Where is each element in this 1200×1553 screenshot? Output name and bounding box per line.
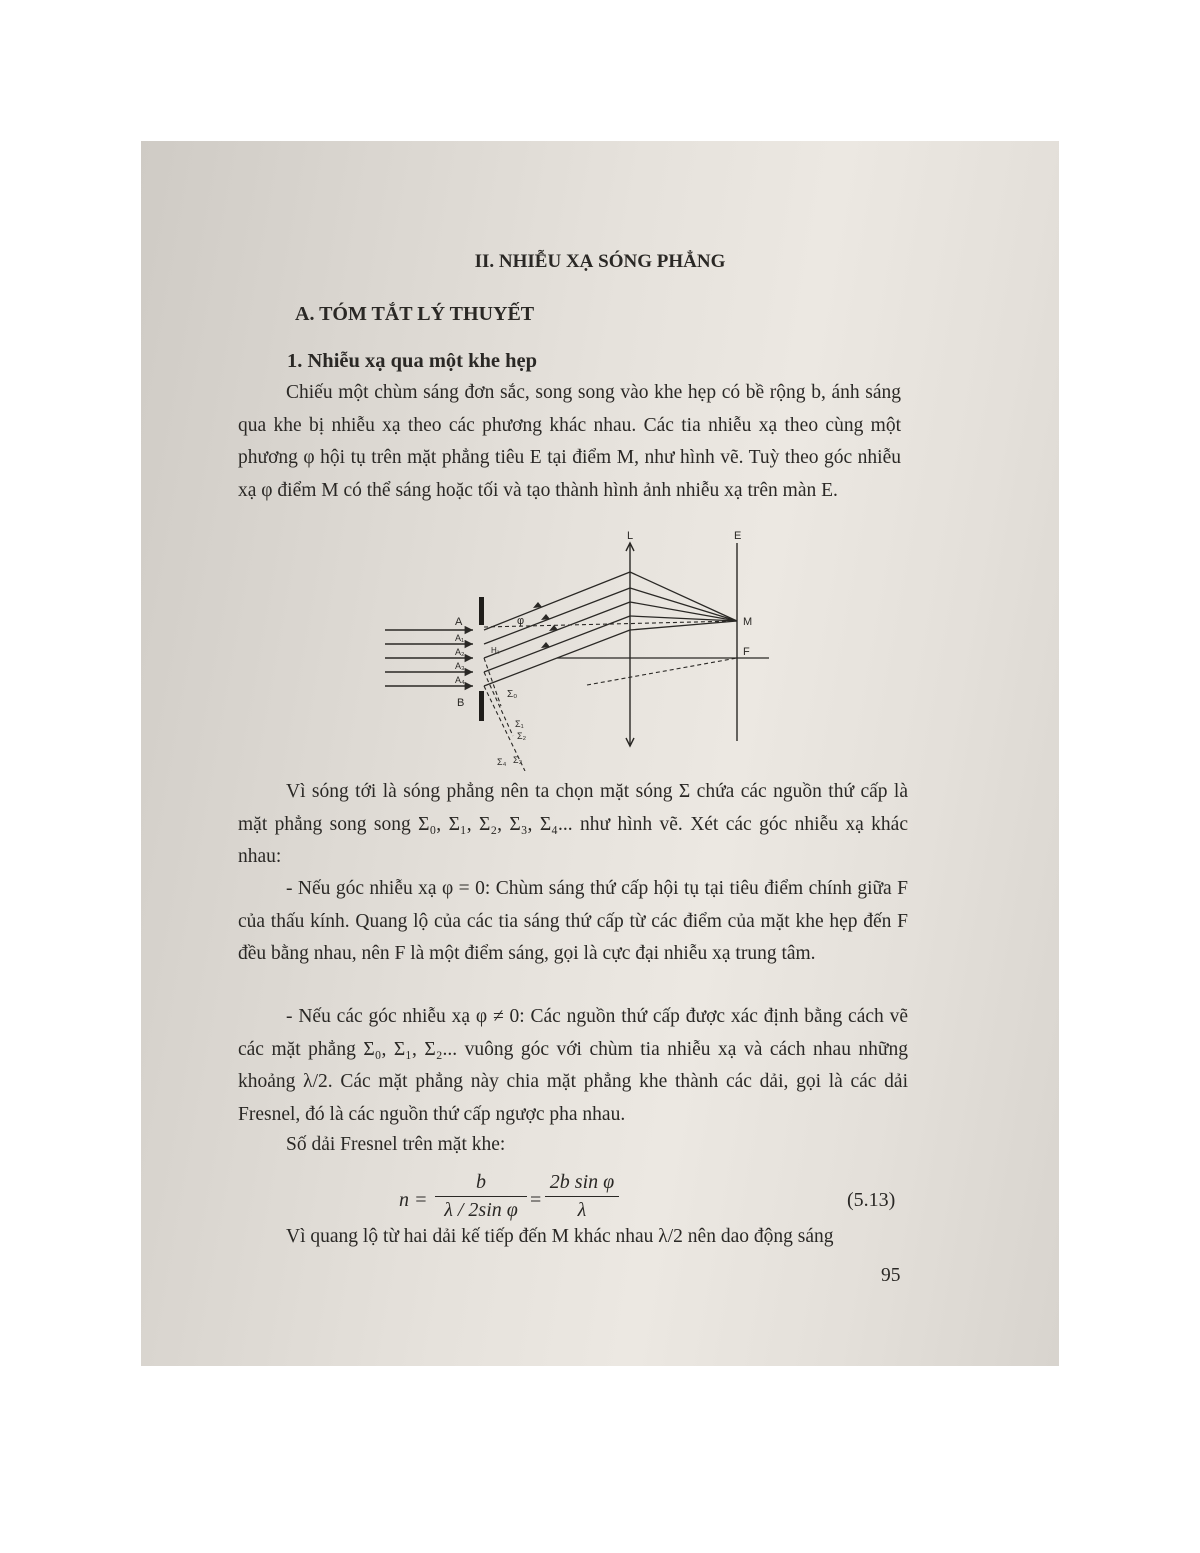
label-sigma3: Σ₃ bbox=[513, 755, 523, 765]
page-number: 95 bbox=[881, 1265, 901, 1286]
equation-number: (5.13) bbox=[847, 1189, 896, 1211]
fraction-2-denominator: λ bbox=[577, 1199, 587, 1221]
paragraph-wavefront: Vì sóng tới là sóng phẳng nên ta chọn mặt sóng Σ chứa các nguồn thứ cấp là mặt phẳng song song Σ₀, Σ₁, Σ₂, Σ₃, Σ₄... như hình vẽ. Xét các góc nhiễu xạ khác nhau: bbox=[238, 781, 908, 867]
label-screen-E: E bbox=[734, 531, 742, 542]
label-phi: φ bbox=[517, 615, 525, 627]
formula-equals: = bbox=[530, 1189, 542, 1211]
book-page bbox=[141, 141, 1059, 1366]
paragraph-continuation: Vì quang lộ từ hai dải kế tiếp đến M khác nhau λ/2 nên dao động sáng bbox=[286, 1226, 834, 1247]
label-sigma4: Σ₄ bbox=[497, 757, 507, 767]
label-H1: H₁ bbox=[491, 646, 500, 655]
slit-edge-bottom bbox=[479, 691, 484, 721]
formula-lhs: n = bbox=[399, 1189, 428, 1211]
formula-fraction-1 bbox=[435, 1171, 527, 1222]
section-title: II. NHIỄU XẠ SÓNG PHẲNG bbox=[474, 251, 726, 272]
label-A1: A₁ bbox=[455, 633, 465, 643]
fraction-1-numerator: b bbox=[435, 1171, 527, 1197]
label-focus-F: F bbox=[743, 646, 750, 658]
paragraph-intro: Chiếu một chùm sáng đơn sắc, song song vào khe hẹp có bề rộng b, ánh sáng qua khe bị nhiễu xạ theo các phương khác nhau. Các tia nhiễu xạ theo cùng một phương φ hội tụ trên mặt phẳng tiêu E tại điểm M, như hình vẽ. Tuỳ theo góc nhiễu xạ φ điểm M có thể sáng hoặc tối và tạo thành hình ảnh nhiễu xạ trên màn E. bbox=[238, 382, 901, 501]
paragraph-fresnel-count: Số dải Fresnel trên mặt khe: bbox=[286, 1134, 506, 1155]
page-photo bbox=[141, 141, 1059, 1366]
paragraph-case-nonzero: - Nếu các góc nhiễu xạ φ ≠ 0: Các nguồn thứ cấp được xác định bằng cách vẽ các mặt phẳng Σ₀, Σ₁, Σ₂... vuông góc với chùm tia nhiễu xạ và cách nhau những khoảng λ/2. Các mặt phẳng này chia mặt phẳng khe thành các dải, gọi là các dải Fresnel, đó là các nguồn thứ cấp ngược pha nhau. bbox=[238, 1006, 908, 1125]
label-sigma1: Σ₁ bbox=[515, 719, 524, 729]
formula-fraction-2 bbox=[545, 1171, 619, 1222]
heading-slit-diffraction: 1. Nhiễu xạ qua một khe hẹp bbox=[287, 350, 538, 372]
diffraction-diagram bbox=[377, 531, 797, 771]
subsection-title: A. TÓM TẮT LÝ THUYẾT bbox=[295, 303, 535, 325]
slit-edge-top bbox=[479, 597, 484, 625]
paragraph-case-zero: - Nếu góc nhiễu xạ φ = 0: Chùm sáng thứ cấp hội tụ tại tiêu điểm chính giữa F của thấu kính. Quang lộ của các tia sáng thứ cấp từ các điểm của mặt khe hẹp đến F đều bằng nhau, nên F là một điểm sáng, gọi là cực đại nhiễu xạ trung tâm. bbox=[238, 878, 908, 964]
label-lens-L: L bbox=[627, 531, 634, 542]
label-A2: A₂ bbox=[455, 647, 465, 657]
label-sigma0: Σ₀ bbox=[507, 689, 518, 700]
label-B: B bbox=[457, 697, 465, 709]
label-point-M: M bbox=[743, 616, 753, 628]
diffracted-rays bbox=[484, 572, 737, 686]
label-A3: A₃ bbox=[455, 661, 465, 671]
label-A: A bbox=[455, 616, 463, 628]
label-A4: A₄ bbox=[455, 675, 465, 685]
fraction-1-denominator: λ / 2sin φ bbox=[444, 1199, 518, 1221]
fraction-2-numerator: 2b sin φ bbox=[545, 1171, 619, 1197]
label-sigma2: Σ₂ bbox=[517, 731, 527, 741]
